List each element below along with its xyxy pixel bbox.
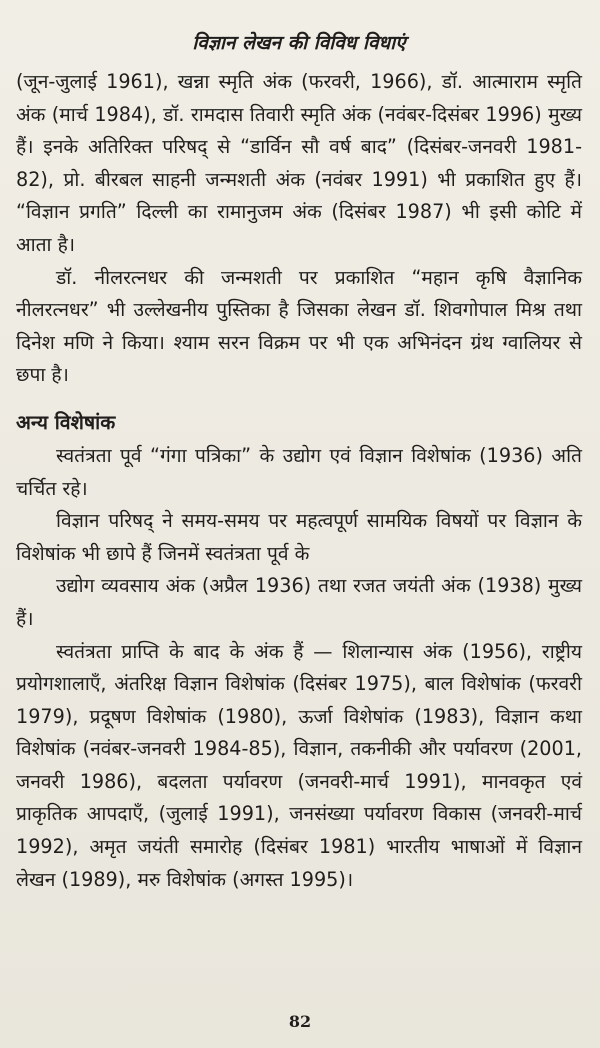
paragraph-post-independence: स्वतंत्रता प्राप्ति के बाद के अंक हैं — शिलान्यास अंक (1956), राष्ट्रीय प्रयोगशालाएँ, अंतरिक्ष विज्ञान विशेषांक (दिसंबर 1975), बाल विशेषांक (फरवरी 1979), प्रदूषण विशेषांक (1980), ऊर्जा विशेषांक (1983), विज्ञान कथा विशेषांक (नवंबर-जनवरी 1984-85), विज्ञान, तकनीकी और पर्यावरण (2001, जनवरी 1986), बदलता पर्यावरण (जनवरी-मार्च 1991), मानवकृत एवं प्राकृतिक आपदाएँ, (जुलाई 1991), जनसंख्या पर्यावरण विकास (जनवरी-मार्च 1992), अमृत जयंती समारोह (दिसंबर 1981) भारतीय भाषाओं में विज्ञान लेखन (1989), मरु विशेषांक (अगस्त 1995)। — [16, 639, 582, 891]
paragraph-neelratnadhar: डॉ. नीलरत्नधर की जन्मशती पर प्रकाशित “महान कृषि वैज्ञानिक नीलरत्नधर” भी उल्लेखनीय पुस्तिका है जिसका लेखन डॉ. शिवगोपाल मिश्र तथा दिनेश मणि ने किया। श्याम सरन विक्रम पर भी एक अभिनंदन ग्रंथ ग्वालियर से छपा है। — [16, 265, 582, 387]
running-head: विज्ञान लेखन की विविध विधाएं — [192, 32, 406, 54]
page-number: 82 — [288, 1012, 312, 1031]
paragraph-ganga-patrika: स्वतंत्रता पूर्व “गंगा पत्रिका” के उद्योग एवं विज्ञान विशेषांक (1936) अति चर्चित रहे। — [16, 443, 582, 500]
section-heading: अन्य विशेषांक — [16, 410, 116, 434]
paragraph-udyog-ank: उद्योग व्यवसाय अंक (अप्रैल 1936) तथा रजत जयंती अंक (1938) मुख्य हैं। — [16, 574, 582, 630]
paragraph-continued: (जून-जुलाई 1961), खन्ना स्मृति अंक (फरवरी, 1966), डॉ. आत्माराम स्मृति अंक (मार्च 1984), डॉ. रामदास तिवारी स्मृति अंक (नवंबर-दिसंबर 1996) मुख्य हैं। इनके अतिरिक्त परिषद् से “डार्विन सौ वर्ष बाद” (दिसंबर-जनवरी 1981-82), प्रो. बीरबल साहनी जन्मशती अंक (नवंबर 1991) भी प्रकाशित हुए हैं। “विज्ञान प्रगति” दिल्ली का रामानुजम अंक (दिसंबर 1987) भी इसी कोटि में आता है। — [16, 70, 582, 256]
paragraph-vigyan-parishad: विज्ञान परिषद् ने समय-समय पर महत्वपूर्ण सामयिक विषयों पर विज्ञान के विशेषांक भी छापे हैं जिनमें स्वतंत्रता पूर्व के — [16, 509, 582, 565]
